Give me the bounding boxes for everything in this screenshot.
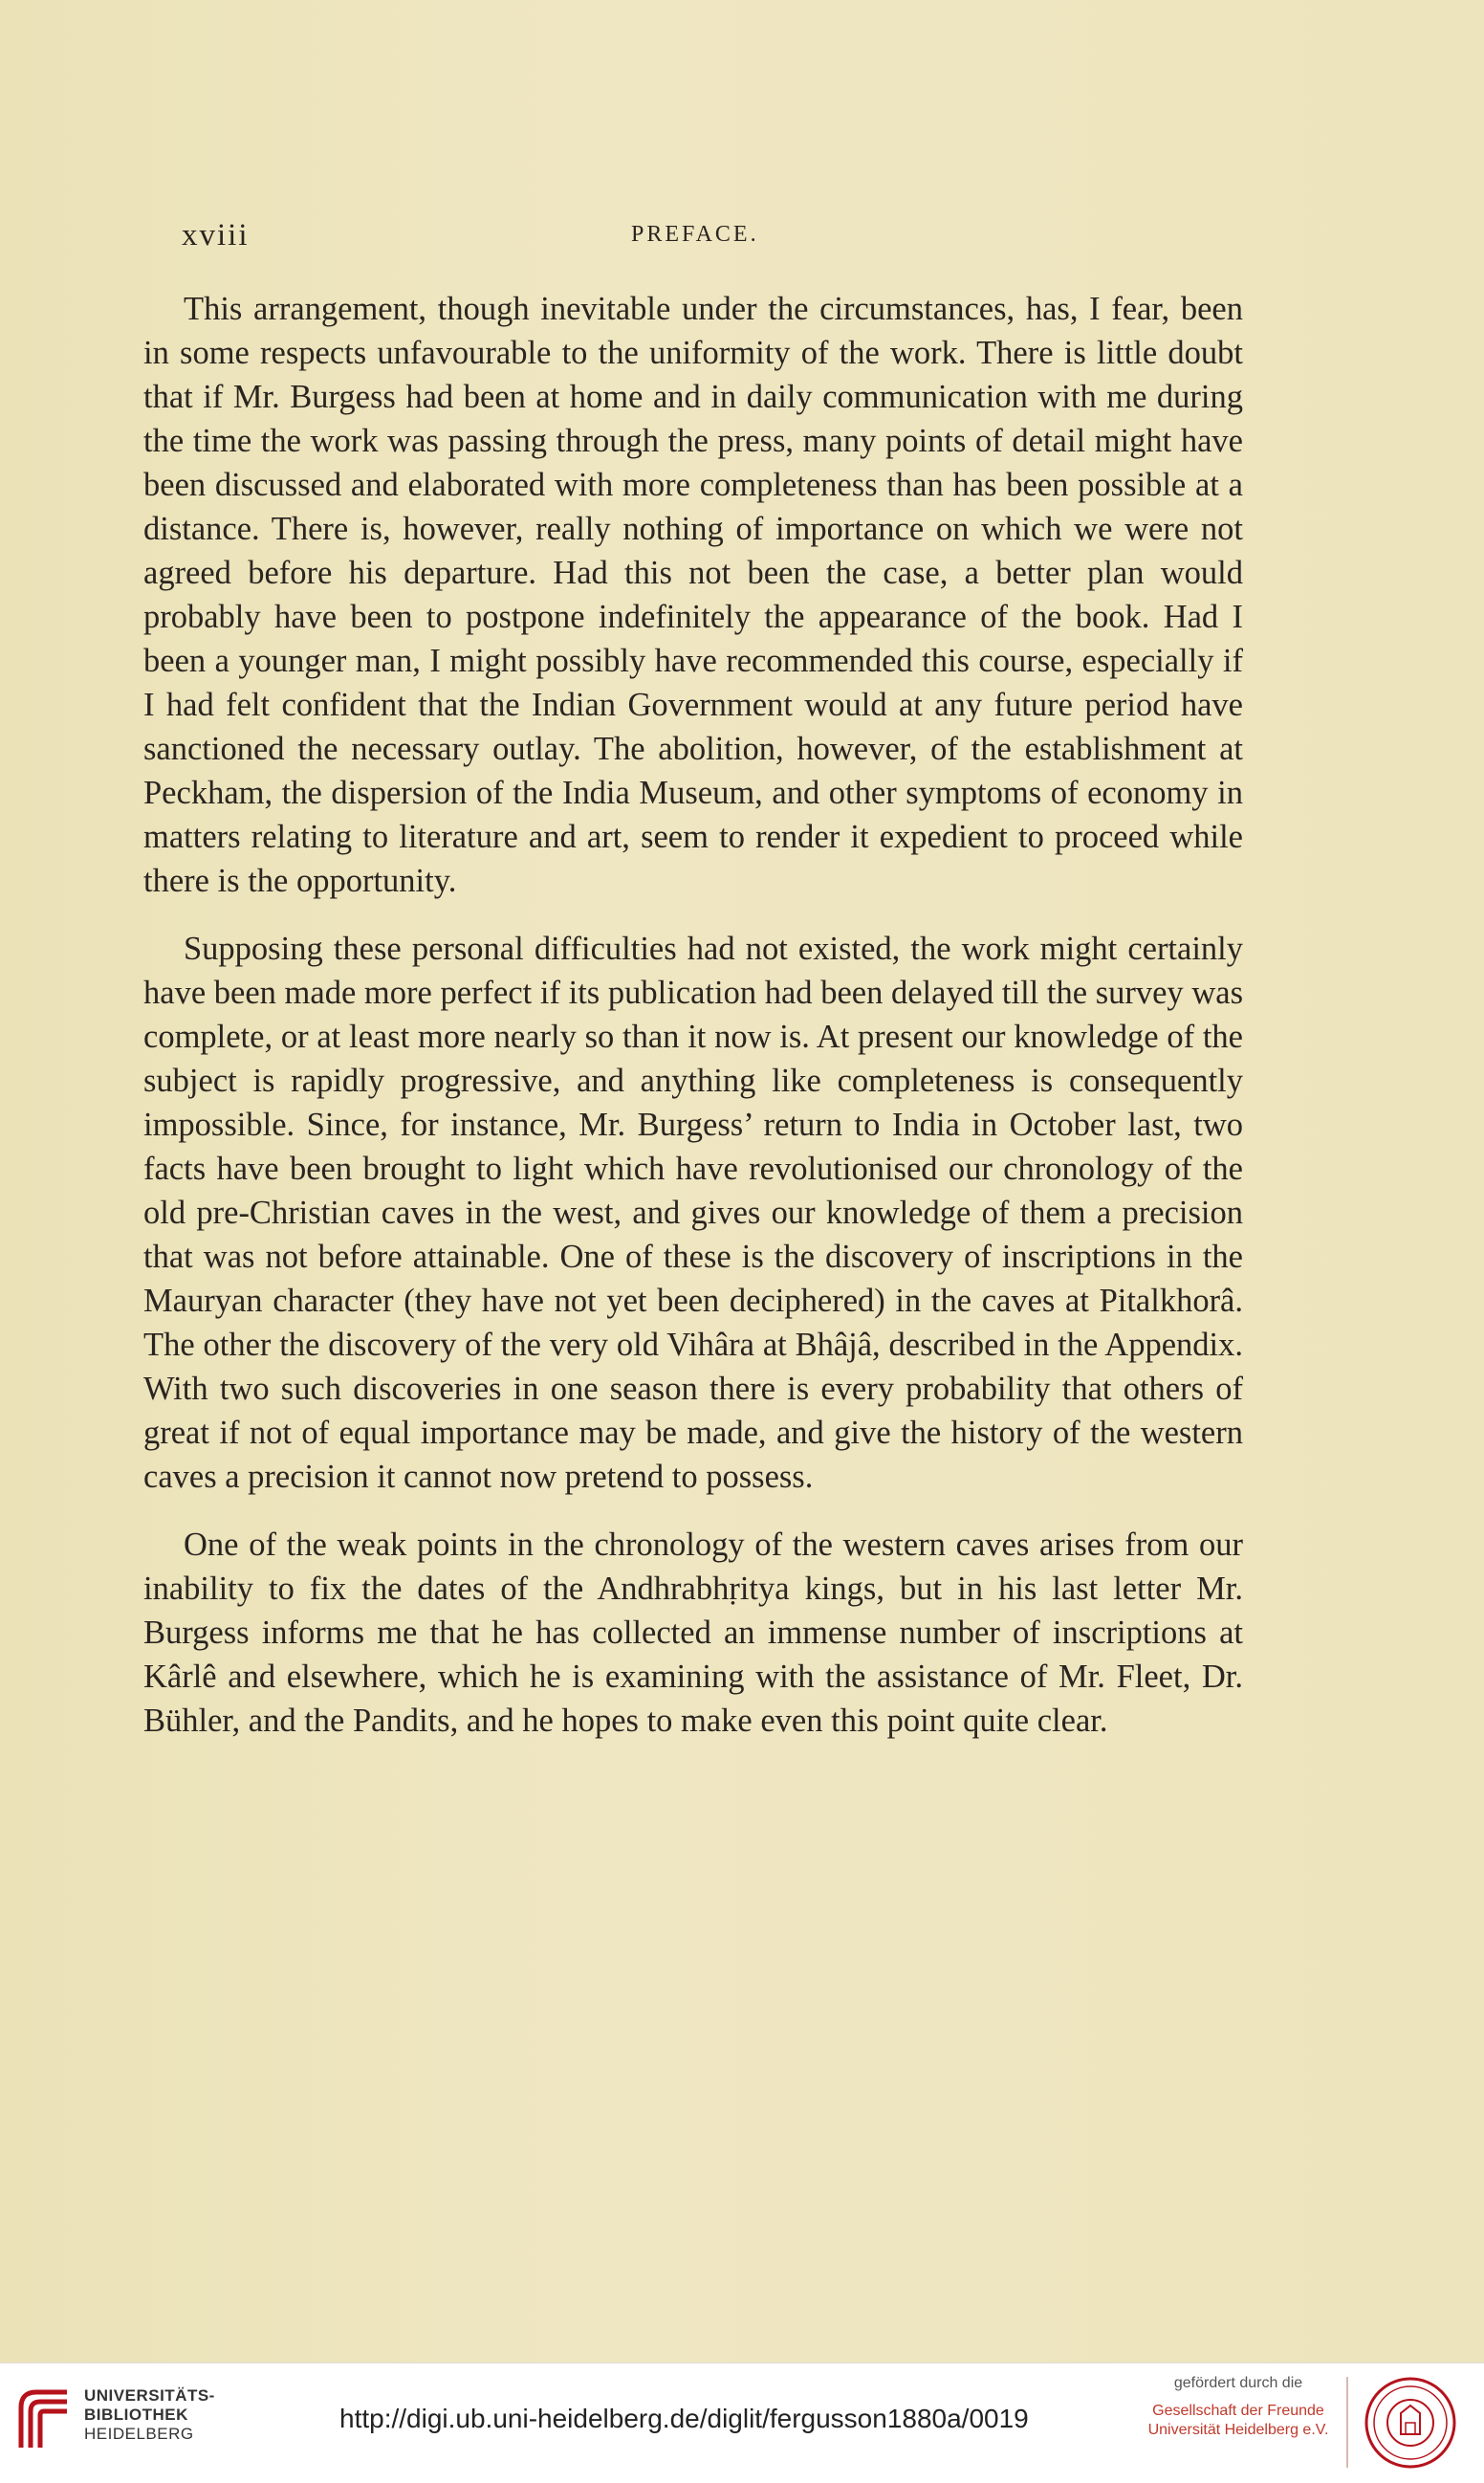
paragraph: This arrangement, though inevitable under the circumstances, has, I fear, been in some respects unfavourable to the uniformity of the work. There is little doubt that if Mr. Burgess had been at home and in daily communication with me during the time the work was passing through the press, many points of detail might have been discussed and elaborated with more completeness than has been possible at a distance. There is, however, really nothing of importance on which we were not agreed before his departure. Had this not been the case, a better plan would probably have been to postpone indefinitely the appearance of the book. Had I been a younger man, I might possibly have recommended this course, especially if I had felt confident that the Indian Government would at any future period have sanctioned the necessary outlay. The abolition, however, of the establishment at Peckham, the dispersion of the India Museum, and other symptoms of economy in matters relating to literature and art, seem to render it expedient to proceed while there is the opportunity. xyxy=(143,291,1243,899)
body-text xyxy=(143,287,1243,1743)
footer-bar xyxy=(0,2362,1484,2483)
running-head: PREFACE. xyxy=(631,222,759,247)
divider xyxy=(1346,2377,1348,2468)
library-name: UNIVERSITÄTS- BIBLIOTHEK HEIDELBERG xyxy=(84,2386,215,2443)
library-logo-icon xyxy=(15,2384,75,2453)
sponsor-intro: gefördert durch die xyxy=(1173,2375,1303,2391)
sponsor-block xyxy=(1143,2375,1334,2440)
permalink-url[interactable]: http://digi.ub.uni-heidelberg.de/diglit/fergusson1880a/0019 xyxy=(339,2404,1029,2433)
page-header xyxy=(182,218,1243,256)
sponsor-name-line: Universität Heidelberg e.V. xyxy=(1147,2422,1329,2438)
sponsor-name-line: Gesellschaft der Freunde xyxy=(1152,2403,1324,2419)
paragraph: One of the weak points in the chronology of the western caves arises from our inability to fix the dates of the Andhrabhṛitya kings, but in his last letter Mr. Burgess informs me that he has collected an immense number of inscriptions at Kârlê and elsewhere, which he is examining with the assistance of Mr. Fleet, Dr. Bühler, and the Pandits, and he hopes to make even this point quite clear. xyxy=(143,1527,1243,1739)
page-number: xviii xyxy=(182,218,250,253)
paragraph: Supposing these personal difficulties had not existed, the work might certainly have been made more perfect if its publication had been delayed till the survey was complete, or at least more nearly so than it now is. At present our knowledge of the subject is rapidly progressive, and anything like completeness is consequently impossible. Since, for instance, Mr. Burgess’ return to India in October last, two facts have been brought to light which have revolutionised our chronology of the old pre-Christian caves in the west, and gives our knowledge of them a precision that was not before attainable. One of these is the discovery of inscriptions in the Mauryan character (they have not yet been deciphered) in the caves at Pitalkhorâ. The other the discovery of the very old Vihâra at Bhâjâ, described in the Appendix. With two such discoveries in one season there is every probability that others of great if not of equal importance may be made, and give the history of the western caves a precision it cannot now pretend to possess. xyxy=(143,931,1243,1495)
university-seal-icon xyxy=(1363,2375,1458,2471)
